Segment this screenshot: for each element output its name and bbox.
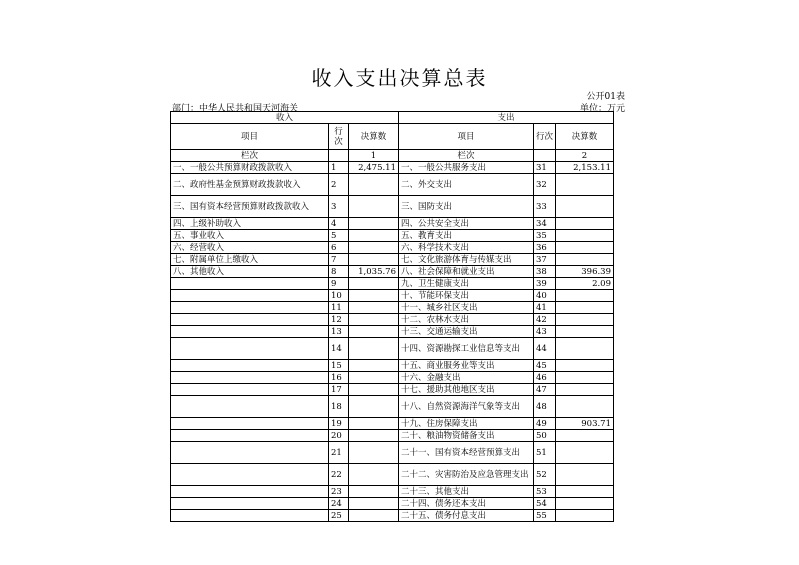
expense-item: 七、文化旅游体育与传媒支出 — [399, 254, 534, 266]
income-item: 五、事业收入 — [171, 230, 329, 242]
income-item: 六、经营收入 — [171, 242, 329, 254]
income-row-no: 18 — [329, 396, 349, 418]
income-item — [171, 314, 329, 326]
income-amount — [349, 290, 399, 302]
expense-item: 十八、自然资源海洋气象等支出 — [399, 396, 534, 418]
income-item-header: 项目 — [171, 124, 329, 150]
expense-header: 支出 — [399, 112, 614, 124]
expense-amount — [556, 242, 614, 254]
income-item — [171, 464, 329, 486]
department-label: 部门：中华人民共和国天河海关 — [172, 104, 299, 114]
income-row-no: 15 — [329, 360, 349, 372]
table-row — [171, 302, 614, 314]
income-item — [171, 430, 329, 442]
expense-item: 十九、住房保障支出 — [399, 418, 534, 430]
income-item — [171, 418, 329, 430]
table-row — [171, 218, 614, 230]
table-row — [171, 290, 614, 302]
expense-row-no: 44 — [534, 338, 556, 360]
income-row-no: 1 — [329, 162, 349, 174]
expense-amount — [556, 486, 614, 498]
expense-item: 四、公共安全支出 — [399, 218, 534, 230]
income-rowno-header: 行次 — [329, 124, 349, 150]
expense-amount — [556, 430, 614, 442]
income-row-no: 12 — [329, 314, 349, 326]
income-item — [171, 396, 329, 418]
expense-item: 十二、农林水支出 — [399, 314, 534, 326]
income-row-no: 16 — [329, 372, 349, 384]
expense-amount: 2,153.11 — [556, 162, 614, 174]
expense-row-no: 47 — [534, 384, 556, 396]
table-row — [171, 314, 614, 326]
table-row — [171, 278, 614, 290]
expense-amount — [556, 196, 614, 218]
expense-amount — [556, 442, 614, 464]
expense-item: 十三、交通运输支出 — [399, 326, 534, 338]
expense-amount — [556, 230, 614, 242]
table-row — [171, 498, 614, 510]
income-amount — [349, 230, 399, 242]
income-amount — [349, 302, 399, 314]
income-item — [171, 498, 329, 510]
expense-item: 十五、商业服务业等支出 — [399, 360, 534, 372]
expense-amount — [556, 510, 614, 522]
expense-row-no: 43 — [534, 326, 556, 338]
expense-amount — [556, 464, 614, 486]
income-row-no: 3 — [329, 196, 349, 218]
expense-row-no: 34 — [534, 218, 556, 230]
expense-row-no: 55 — [534, 510, 556, 522]
table-row — [171, 338, 614, 360]
income-item: 三、国有资本经营预算财政拨款收入 — [171, 196, 329, 218]
expense-amount — [556, 254, 614, 266]
income-column-no-label: 栏次 — [171, 150, 329, 162]
income-item: 八、其他收入 — [171, 266, 329, 278]
income-row-no: 11 — [329, 302, 349, 314]
expense-row-no: 35 — [534, 230, 556, 242]
expense-amount — [556, 218, 614, 230]
income-amount — [349, 242, 399, 254]
income-row-no: 19 — [329, 418, 349, 430]
expense-row-no: 32 — [534, 174, 556, 196]
income-amount — [349, 418, 399, 430]
expense-row-no: 31 — [534, 162, 556, 174]
income-row-no: 8 — [329, 266, 349, 278]
income-item: 七、附属单位上缴收入 — [171, 254, 329, 266]
income-row-no: 23 — [329, 486, 349, 498]
expense-row-no: 52 — [534, 464, 556, 486]
income-amount — [349, 430, 399, 442]
table-row — [171, 510, 614, 522]
expense-row-no: 45 — [534, 360, 556, 372]
expense-row-no: 39 — [534, 278, 556, 290]
expense-item: 二十四、债务还本支出 — [399, 498, 534, 510]
table-row — [171, 230, 614, 242]
expense-row-no: 37 — [534, 254, 556, 266]
column-no-2: 2 — [556, 150, 614, 162]
income-row-no: 21 — [329, 442, 349, 464]
expense-item: 五、教育支出 — [399, 230, 534, 242]
table-row — [171, 254, 614, 266]
income-item — [171, 302, 329, 314]
income-amount — [349, 442, 399, 464]
expense-row-no: 42 — [534, 314, 556, 326]
expense-amount — [556, 384, 614, 396]
table-row — [171, 430, 614, 442]
income-row-no: 22 — [329, 464, 349, 486]
income-amount-header: 决算数 — [349, 124, 399, 150]
income-header: 收入 — [171, 112, 399, 124]
expense-row-no: 53 — [534, 486, 556, 498]
income-item — [171, 510, 329, 522]
table-row — [171, 266, 614, 278]
income-item — [171, 486, 329, 498]
income-amount — [349, 196, 399, 218]
income-amount — [349, 510, 399, 522]
column-no-1: 1 — [349, 150, 399, 162]
expense-item: 十六、金融支出 — [399, 372, 534, 384]
expense-item: 二十、粮油物资储备支出 — [399, 430, 534, 442]
income-amount — [349, 498, 399, 510]
expense-row-no: 48 — [534, 396, 556, 418]
expense-amount-header: 决算数 — [556, 124, 614, 150]
income-amount — [349, 338, 399, 360]
income-amount — [349, 254, 399, 266]
income-item: 四、上级补助收入 — [171, 218, 329, 230]
income-row-no: 10 — [329, 290, 349, 302]
income-item — [171, 360, 329, 372]
table-row — [171, 442, 614, 464]
table-row — [171, 486, 614, 498]
income-row-no: 5 — [329, 230, 349, 242]
expense-row-no: 50 — [534, 430, 556, 442]
expense-item: 二十二、灾害防治及应急管理支出 — [399, 464, 534, 486]
expense-item: 十四、资源勘探工业信息等支出 — [399, 338, 534, 360]
income-amount — [349, 384, 399, 396]
table-row — [171, 196, 614, 218]
expense-item: 十一、城乡社区支出 — [399, 302, 534, 314]
income-amount — [349, 372, 399, 384]
expense-item: 九、卫生健康支出 — [399, 278, 534, 290]
income-row-no: 13 — [329, 326, 349, 338]
expense-amount — [556, 290, 614, 302]
income-amount: 1,035.76 — [349, 266, 399, 278]
expense-amount — [556, 396, 614, 418]
income-item: 二、政府性基金预算财政拨款收入 — [171, 174, 329, 196]
income-item — [171, 290, 329, 302]
expense-item: 三、国防支出 — [399, 196, 534, 218]
income-amount — [349, 486, 399, 498]
income-item — [171, 278, 329, 290]
expense-item: 一、一般公共服务支出 — [399, 162, 534, 174]
table-row — [171, 174, 614, 196]
expense-item-header: 项目 — [399, 124, 534, 150]
income-amount — [349, 174, 399, 196]
expense-row-no: 54 — [534, 498, 556, 510]
expense-amount — [556, 360, 614, 372]
income-row-no: 20 — [329, 430, 349, 442]
table-row — [171, 384, 614, 396]
expense-item: 十、节能环保支出 — [399, 290, 534, 302]
income-amount — [349, 218, 399, 230]
table-row — [171, 242, 614, 254]
income-amount — [349, 360, 399, 372]
expense-item: 二、外交支出 — [399, 174, 534, 196]
expense-item: 二十五、债务付息支出 — [399, 510, 534, 522]
income-row-no: 7 — [329, 254, 349, 266]
expense-item: 二十三、其他支出 — [399, 486, 534, 498]
income-row-no: 6 — [329, 242, 349, 254]
expense-amount — [556, 372, 614, 384]
expense-amount — [556, 314, 614, 326]
income-row-no: 24 — [329, 498, 349, 510]
expense-item: 六、科学技术支出 — [399, 242, 534, 254]
expense-amount — [556, 174, 614, 196]
income-item: 一、一般公共预算财政拨款收入 — [171, 162, 329, 174]
expense-rowno-header: 行次 — [534, 124, 556, 150]
income-item — [171, 326, 329, 338]
table-row — [171, 464, 614, 486]
income-item — [171, 442, 329, 464]
table-row — [171, 418, 614, 430]
table-row — [171, 162, 614, 174]
income-row-no: 14 — [329, 338, 349, 360]
form-code: 公开01表 — [586, 92, 625, 102]
income-amount — [349, 464, 399, 486]
expense-row-no: 38 — [534, 266, 556, 278]
expense-row-no: 36 — [534, 242, 556, 254]
expense-amount: 2.09 — [556, 278, 614, 290]
expense-row-no: 49 — [534, 418, 556, 430]
income-row-no: 9 — [329, 278, 349, 290]
expense-row-no: 40 — [534, 290, 556, 302]
blank-cell — [329, 150, 349, 162]
unit-label: 单位：万元 — [579, 104, 625, 114]
expense-row-no: 41 — [534, 302, 556, 314]
expense-item: 八、社会保障和就业支出 — [399, 266, 534, 278]
income-item — [171, 338, 329, 360]
expense-column-no-label: 栏次 — [399, 150, 534, 162]
budget-table — [170, 111, 614, 522]
expense-item: 十七、援助其他地区支出 — [399, 384, 534, 396]
blank-cell — [534, 150, 556, 162]
income-row-no: 17 — [329, 384, 349, 396]
income-row-no: 4 — [329, 218, 349, 230]
expense-amount — [556, 338, 614, 360]
expense-row-no: 51 — [534, 442, 556, 464]
table-row — [171, 326, 614, 338]
income-amount — [349, 396, 399, 418]
income-row-no: 2 — [329, 174, 349, 196]
expense-amount: 396.39 — [556, 266, 614, 278]
expense-amount — [556, 326, 614, 338]
expense-row-no: 33 — [534, 196, 556, 218]
expense-amount — [556, 498, 614, 510]
income-item — [171, 384, 329, 396]
page-title: 收入支出决算总表 — [311, 66, 488, 90]
income-amount — [349, 326, 399, 338]
expense-row-no: 46 — [534, 372, 556, 384]
income-amount — [349, 314, 399, 326]
income-amount — [349, 278, 399, 290]
income-row-no: 25 — [329, 510, 349, 522]
income-amount: 2,475.11 — [349, 162, 399, 174]
expense-item: 二十一、国有资本经营预算支出 — [399, 442, 534, 464]
table-row — [171, 372, 614, 384]
table-row — [171, 360, 614, 372]
expense-amount — [556, 302, 614, 314]
expense-amount: 903.71 — [556, 418, 614, 430]
income-item — [171, 372, 329, 384]
table-row — [171, 396, 614, 418]
